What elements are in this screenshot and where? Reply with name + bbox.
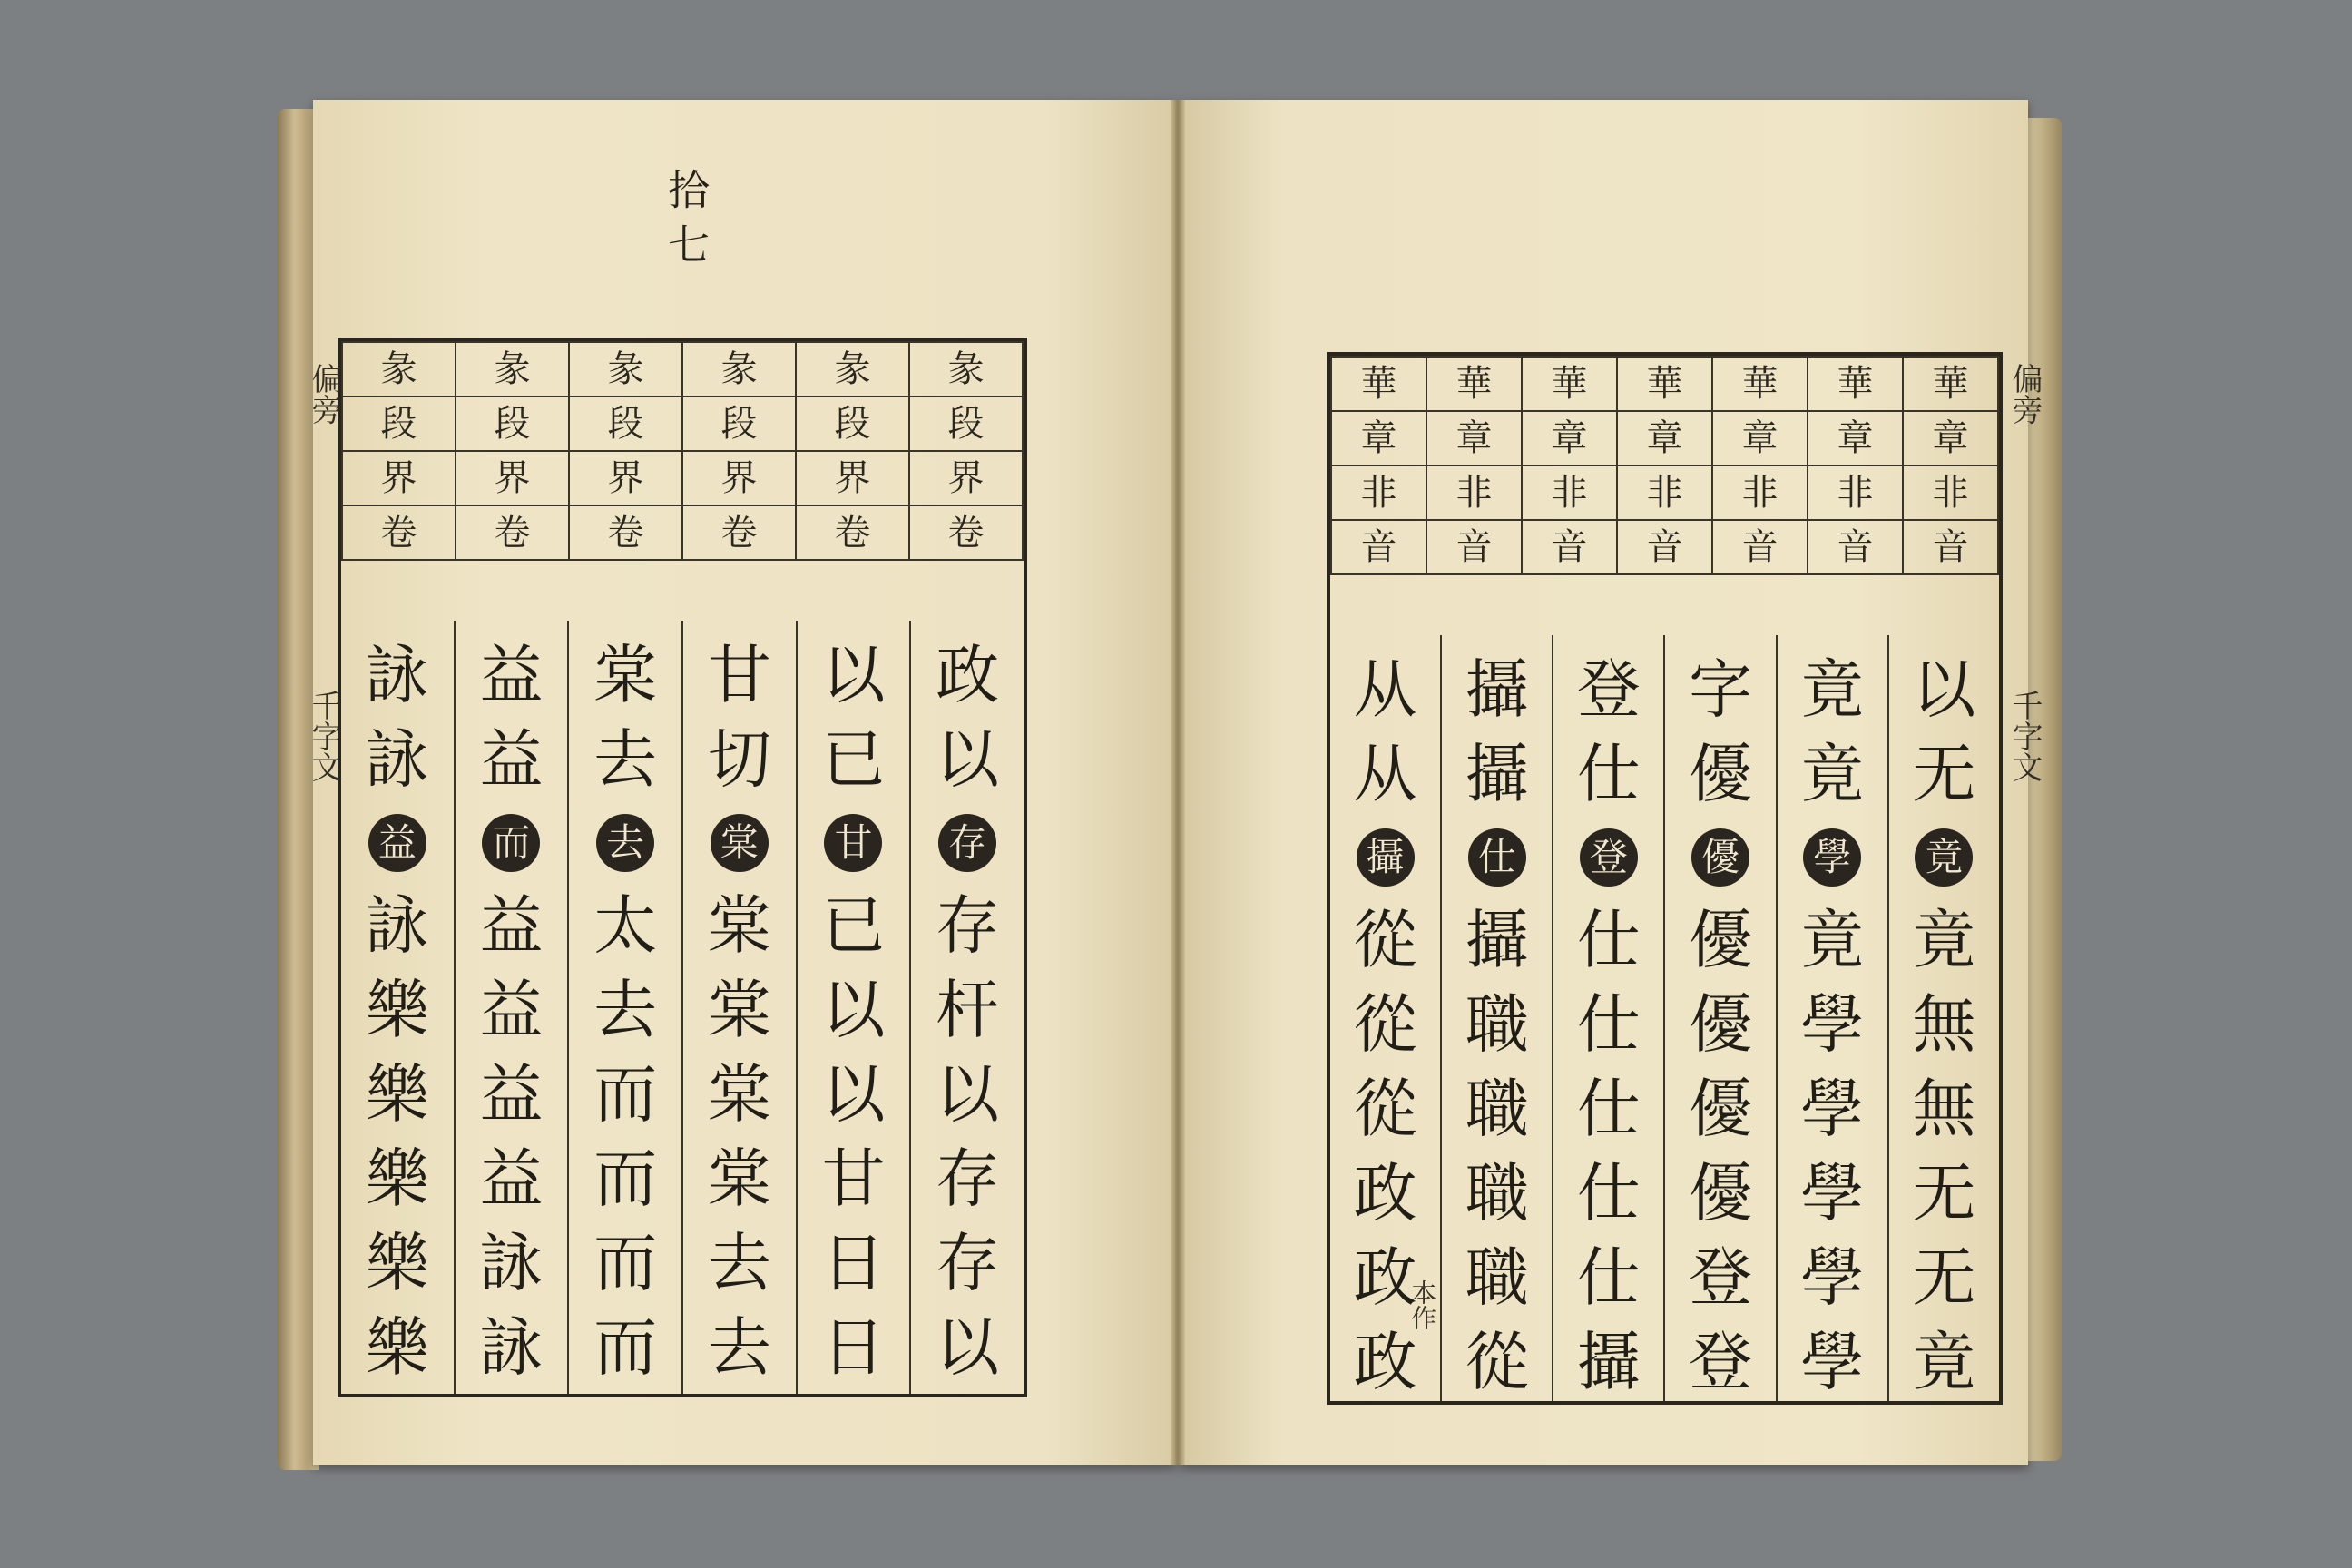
annotation-text: 本作	[1407, 1279, 1438, 1330]
seal-character: 日	[821, 1226, 886, 1300]
seal-character: 甘	[821, 1142, 886, 1216]
seal-character: 政	[1353, 1156, 1417, 1230]
headword-badge: 而	[482, 814, 540, 872]
folio-number: 拾 七	[662, 168, 710, 265]
seal-character: 棠	[707, 1057, 771, 1132]
right-table-cell: 音	[1903, 520, 1998, 574]
seal-character: 從	[1353, 1072, 1417, 1146]
right-table-cell: 音	[1331, 520, 1426, 574]
seal-character: 以	[936, 1057, 1000, 1132]
right-table-cell: 章	[1426, 411, 1522, 466]
seal-character: 而	[593, 1057, 658, 1132]
right-character-columns	[1330, 635, 1999, 1401]
headword-badge: 棠	[710, 814, 769, 872]
seal-character: 學	[1800, 987, 1865, 1062]
headword-badge: 登	[1580, 828, 1638, 887]
seal-character: 從	[1353, 987, 1417, 1062]
right-table-cell: 章	[1808, 411, 1903, 466]
left-table-cell: 界	[342, 451, 456, 505]
seal-character: 已	[821, 722, 886, 797]
seal-character: 无	[1912, 1156, 1976, 1230]
headword-badge: 仕	[1468, 828, 1526, 887]
left-table-cell: 卷	[909, 505, 1023, 560]
seal-character: 甘	[707, 638, 771, 712]
right-table-cell: 華	[1712, 357, 1808, 411]
right-table-cell: 華	[1617, 357, 1712, 411]
character-column	[1552, 635, 1663, 1401]
seal-character: 棠	[707, 1142, 771, 1216]
seal-character: 攝	[1465, 737, 1529, 811]
character-column	[1776, 635, 1887, 1401]
seal-character: 優	[1689, 1156, 1753, 1230]
seal-character: 以	[1912, 652, 1976, 727]
right-table-row	[1331, 411, 1998, 466]
seal-character: 益	[479, 973, 544, 1047]
headword-badge: 益	[368, 814, 426, 872]
seal-character: 詠	[365, 638, 429, 712]
seal-character: 政	[1353, 1240, 1417, 1315]
seal-character: 政	[1353, 1325, 1417, 1399]
right-table-row	[1331, 520, 1998, 574]
seal-character: 仕	[1576, 737, 1641, 811]
seal-character: 優	[1689, 903, 1753, 977]
left-table-cell: 段	[682, 397, 796, 451]
seal-character: 優	[1689, 987, 1753, 1062]
left-table-cell: 卷	[569, 505, 682, 560]
seal-character: 无	[1912, 1240, 1976, 1315]
book-gutter	[1171, 100, 1185, 1465]
right-table-cell: 非	[1808, 466, 1903, 520]
seal-character: 而	[593, 1142, 658, 1216]
right-table-cell: 音	[1617, 520, 1712, 574]
right-table-cell: 章	[1903, 411, 1998, 466]
seal-character: 詠	[365, 888, 429, 963]
seal-character: 竟	[1800, 903, 1865, 977]
seal-character: 優	[1689, 1072, 1753, 1146]
character-column	[796, 621, 910, 1394]
right-table-cell: 華	[1903, 357, 1998, 411]
seal-character: 學	[1800, 1240, 1865, 1315]
seal-character: 而	[593, 1226, 658, 1300]
seal-character: 無	[1912, 987, 1976, 1062]
left-table-cell: 界	[682, 451, 796, 505]
seal-character: 學	[1800, 1325, 1865, 1399]
left-table-cell: 彖	[342, 342, 456, 397]
right-table-cell: 音	[1808, 520, 1903, 574]
right-table-cell: 章	[1331, 411, 1426, 466]
seal-character: 仕	[1576, 987, 1641, 1062]
seal-character: 无	[1912, 737, 1976, 811]
right-table-cell: 章	[1522, 411, 1617, 466]
seal-character: 詠	[479, 1226, 544, 1300]
seal-character: 職	[1465, 987, 1529, 1062]
left-character-columns	[341, 621, 1024, 1394]
right-table-cell: 音	[1712, 520, 1808, 574]
seal-character: 仕	[1576, 1240, 1641, 1315]
right-table-cell: 華	[1522, 357, 1617, 411]
left-table-cell: 段	[569, 397, 682, 451]
headword-badge: 竟	[1915, 828, 1973, 887]
character-column	[341, 621, 454, 1394]
seal-character: 棠	[707, 973, 771, 1047]
left-table-cell: 彖	[796, 342, 909, 397]
character-column	[909, 621, 1024, 1394]
character-column	[1330, 635, 1440, 1401]
right-table-cell: 非	[1331, 466, 1426, 520]
right-table-cell: 華	[1426, 357, 1522, 411]
right-table-cell: 華	[1331, 357, 1426, 411]
seal-character: 竟	[1912, 1325, 1976, 1399]
seal-character: 以	[821, 1057, 886, 1132]
right-table-cell: 非	[1617, 466, 1712, 520]
character-column	[1887, 635, 1999, 1401]
seal-character: 而	[593, 1310, 658, 1385]
left-table-cell: 段	[909, 397, 1023, 451]
seal-character: 從	[1353, 903, 1417, 977]
headword-badge: 攝	[1357, 828, 1415, 887]
seal-character: 去	[593, 973, 658, 1047]
seal-character: 已	[821, 888, 886, 963]
left-table-cell: 卷	[682, 505, 796, 560]
seal-character: 益	[479, 1142, 544, 1216]
right-table-cell: 非	[1426, 466, 1522, 520]
seal-character: 樂	[365, 1057, 429, 1132]
left-text-frame	[338, 338, 1027, 1397]
right-table-row	[1331, 466, 1998, 520]
seal-character: 以	[821, 638, 886, 712]
seal-character: 存	[936, 888, 1000, 963]
character-column	[1440, 635, 1552, 1401]
seal-character: 益	[479, 1057, 544, 1132]
right-table-cell: 章	[1617, 411, 1712, 466]
seal-character: 去	[707, 1226, 771, 1300]
seal-character: 竟	[1912, 903, 1976, 977]
left-table-cell: 界	[569, 451, 682, 505]
seal-character: 攝	[1465, 652, 1529, 727]
seal-character: 以	[936, 722, 1000, 797]
seal-character: 政	[936, 638, 1000, 712]
seal-character: 切	[707, 722, 771, 797]
right-table-cell: 華	[1808, 357, 1903, 411]
right-text-frame	[1327, 352, 2003, 1405]
character-column	[454, 621, 568, 1394]
seal-character: 攝	[1465, 903, 1529, 977]
left-table-cell: 界	[909, 451, 1023, 505]
seal-character: 以	[936, 1310, 1000, 1385]
seal-character: 詠	[365, 722, 429, 797]
headword-badge: 去	[596, 814, 654, 872]
seal-character: 太	[593, 888, 658, 963]
seal-character: 存	[936, 1142, 1000, 1216]
left-table-cell: 彖	[456, 342, 569, 397]
seal-character: 竟	[1800, 652, 1865, 727]
seal-character: 登	[1576, 652, 1641, 727]
seal-character: 樂	[365, 973, 429, 1047]
seal-character: 竟	[1800, 737, 1865, 811]
right-table-cell: 音	[1522, 520, 1617, 574]
seal-character: 杆	[936, 973, 1000, 1047]
seal-character: 學	[1800, 1072, 1865, 1146]
character-column	[1663, 635, 1775, 1401]
left-margin-label: 偏旁	[306, 363, 342, 425]
left-table-cell: 界	[456, 451, 569, 505]
seal-character: 仕	[1576, 1156, 1641, 1230]
headword-badge: 優	[1691, 828, 1749, 887]
right-table-cell: 非	[1522, 466, 1617, 520]
seal-character: 學	[1800, 1156, 1865, 1230]
headword-badge: 甘	[824, 814, 882, 872]
seal-character: 从	[1353, 652, 1417, 727]
right-table-cell: 非	[1712, 466, 1808, 520]
character-column	[567, 621, 681, 1394]
left-table-cell: 卷	[796, 505, 909, 560]
seal-character: 存	[936, 1226, 1000, 1300]
seal-character: 樂	[365, 1142, 429, 1216]
seal-character: 去	[707, 1310, 771, 1385]
left-table-cell: 彖	[909, 342, 1023, 397]
seal-character: 職	[1465, 1072, 1529, 1146]
seal-character: 職	[1465, 1156, 1529, 1230]
seal-character: 益	[479, 888, 544, 963]
right-margin-label-2: 千字文	[2006, 690, 2043, 782]
seal-character: 無	[1912, 1072, 1976, 1146]
left-table-cell: 界	[796, 451, 909, 505]
left-table-row	[342, 397, 1023, 451]
left-table-cell: 段	[456, 397, 569, 451]
headword-badge: 存	[938, 814, 996, 872]
seal-character: 從	[1465, 1325, 1529, 1399]
seal-character: 棠	[707, 888, 771, 963]
left-table-cell: 彖	[569, 342, 682, 397]
right-margin-label: 偏旁	[2006, 363, 2043, 425]
seal-character: 攝	[1576, 1325, 1641, 1399]
seal-character: 日	[821, 1310, 886, 1385]
right-table-cell: 音	[1426, 520, 1522, 574]
seal-character: 去	[593, 722, 658, 797]
seal-character: 棠	[593, 638, 658, 712]
left-table-cell: 段	[342, 397, 456, 451]
left-table-row	[342, 342, 1023, 397]
left-table-row	[342, 505, 1023, 560]
seal-character: 樂	[365, 1226, 429, 1300]
page-edges-right	[2025, 118, 2062, 1461]
headword-badge: 學	[1803, 828, 1861, 887]
right-table-cell: 非	[1903, 466, 1998, 520]
left-table-cell: 彖	[682, 342, 796, 397]
character-column	[681, 621, 796, 1394]
seal-character: 仕	[1576, 903, 1641, 977]
seal-character: 仕	[1576, 1072, 1641, 1146]
seal-character: 樂	[365, 1310, 429, 1385]
seal-character: 登	[1689, 1325, 1753, 1399]
seal-character: 从	[1353, 737, 1417, 811]
left-table-cell: 卷	[456, 505, 569, 560]
seal-character: 登	[1689, 1240, 1753, 1315]
left-variant-table	[341, 341, 1024, 561]
seal-character: 益	[479, 638, 544, 712]
right-table-row	[1331, 357, 1998, 411]
left-margin-label-2: 千字文	[306, 690, 342, 782]
seal-character: 以	[821, 973, 886, 1047]
left-table-row	[342, 451, 1023, 505]
seal-character: 職	[1465, 1240, 1529, 1315]
seal-character: 益	[479, 722, 544, 797]
left-table-cell: 卷	[342, 505, 456, 560]
seal-character: 字	[1689, 652, 1753, 727]
right-table-cell: 章	[1712, 411, 1808, 466]
seal-character: 優	[1689, 737, 1753, 811]
seal-character: 詠	[479, 1310, 544, 1385]
right-variant-table	[1330, 356, 1999, 575]
left-table-cell: 段	[796, 397, 909, 451]
